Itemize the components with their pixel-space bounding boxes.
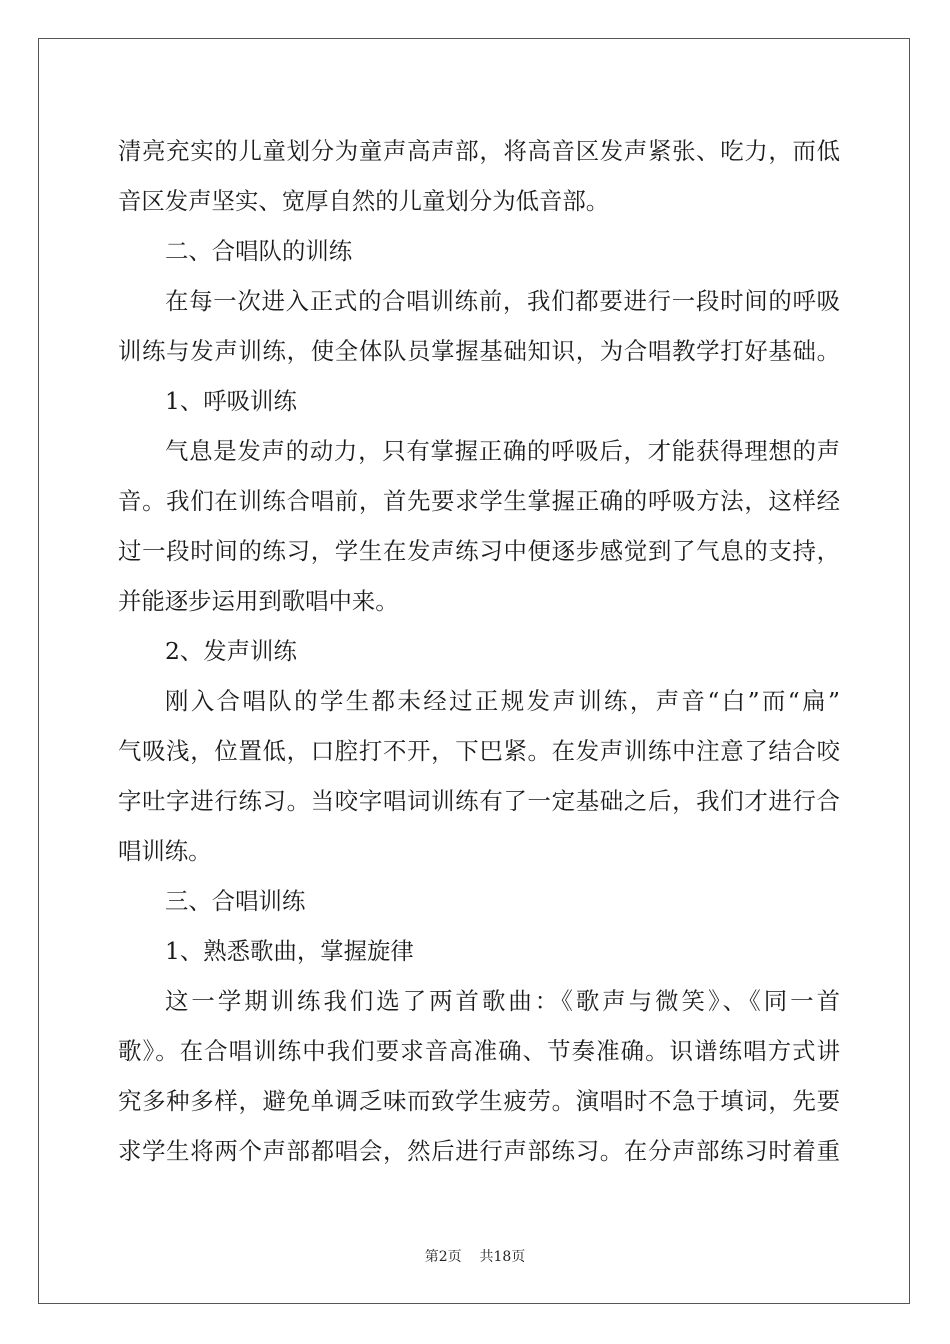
text-line: 刚入合唱队的学生都未经过正规发声训练，声音“白”而“扁” [165,687,840,715]
text-line: 气吸浅，位置低，口腔打不开，下巴紧。在发声训练中注意了结合咬 [118,737,840,765]
section-heading: 三、合唱训练 [165,887,306,915]
subsection-heading: 1、呼吸训练 [165,387,297,415]
text-line: 过一段时间的练习，学生在发声练习中便逐步感觉到了气息的支持， [118,537,840,565]
page-footer [0,1246,950,1266]
text-line: 字吐字进行练习。当咬字唱词训练有了一定基础之后，我们才进行合 [118,787,840,815]
text-line: 并能逐步运用到歌唱中来。 [118,587,399,615]
text-line: 求学生将两个声部都唱会，然后进行声部练习。在分声部练习时着重 [118,1137,840,1165]
text-line: 清亮充实的儿童划分为童声高声部，将高音区发声紧张、吃力，而低 [118,137,840,165]
text-line: 在每一次进入正式的合唱训练前，我们都要进行一段时间的呼吸 [165,287,840,315]
text-line: 音。我们在训练合唱前，首先要求学生掌握正确的呼吸方法，这样经 [118,487,840,515]
section-heading: 二、合唱队的训练 [165,237,353,265]
text-line: 训练与发声训练，使全体队员掌握基础知识，为合唱教学打好基础。 [118,337,840,365]
text-line: 歌》。在合唱训练中我们要求音高准确、节奏准确。识谱练唱方式讲 [118,1037,840,1065]
text-line: 唱训练。 [118,837,212,865]
text-line: 气息是发声的动力，只有掌握正确的呼吸后，才能获得理想的声 [165,437,840,465]
text-line: 究多种多样，避免单调乏味而致学生疲劳。演唱时不急于填词，先要 [118,1087,840,1115]
page-total: 共18页 [479,1249,526,1265]
subsection-heading: 1、熟悉歌曲，掌握旋律 [165,937,414,965]
text-line: 这一学期训练我们选了两首歌曲：《歌声与微笑》、《同一首 [165,987,840,1015]
document-body [118,126,840,1176]
page-number: 第2页 [424,1249,462,1265]
text-line: 音区发声坚实、宽厚自然的儿童划分为低音部。 [118,187,610,215]
subsection-heading: 2、发声训练 [165,637,297,665]
